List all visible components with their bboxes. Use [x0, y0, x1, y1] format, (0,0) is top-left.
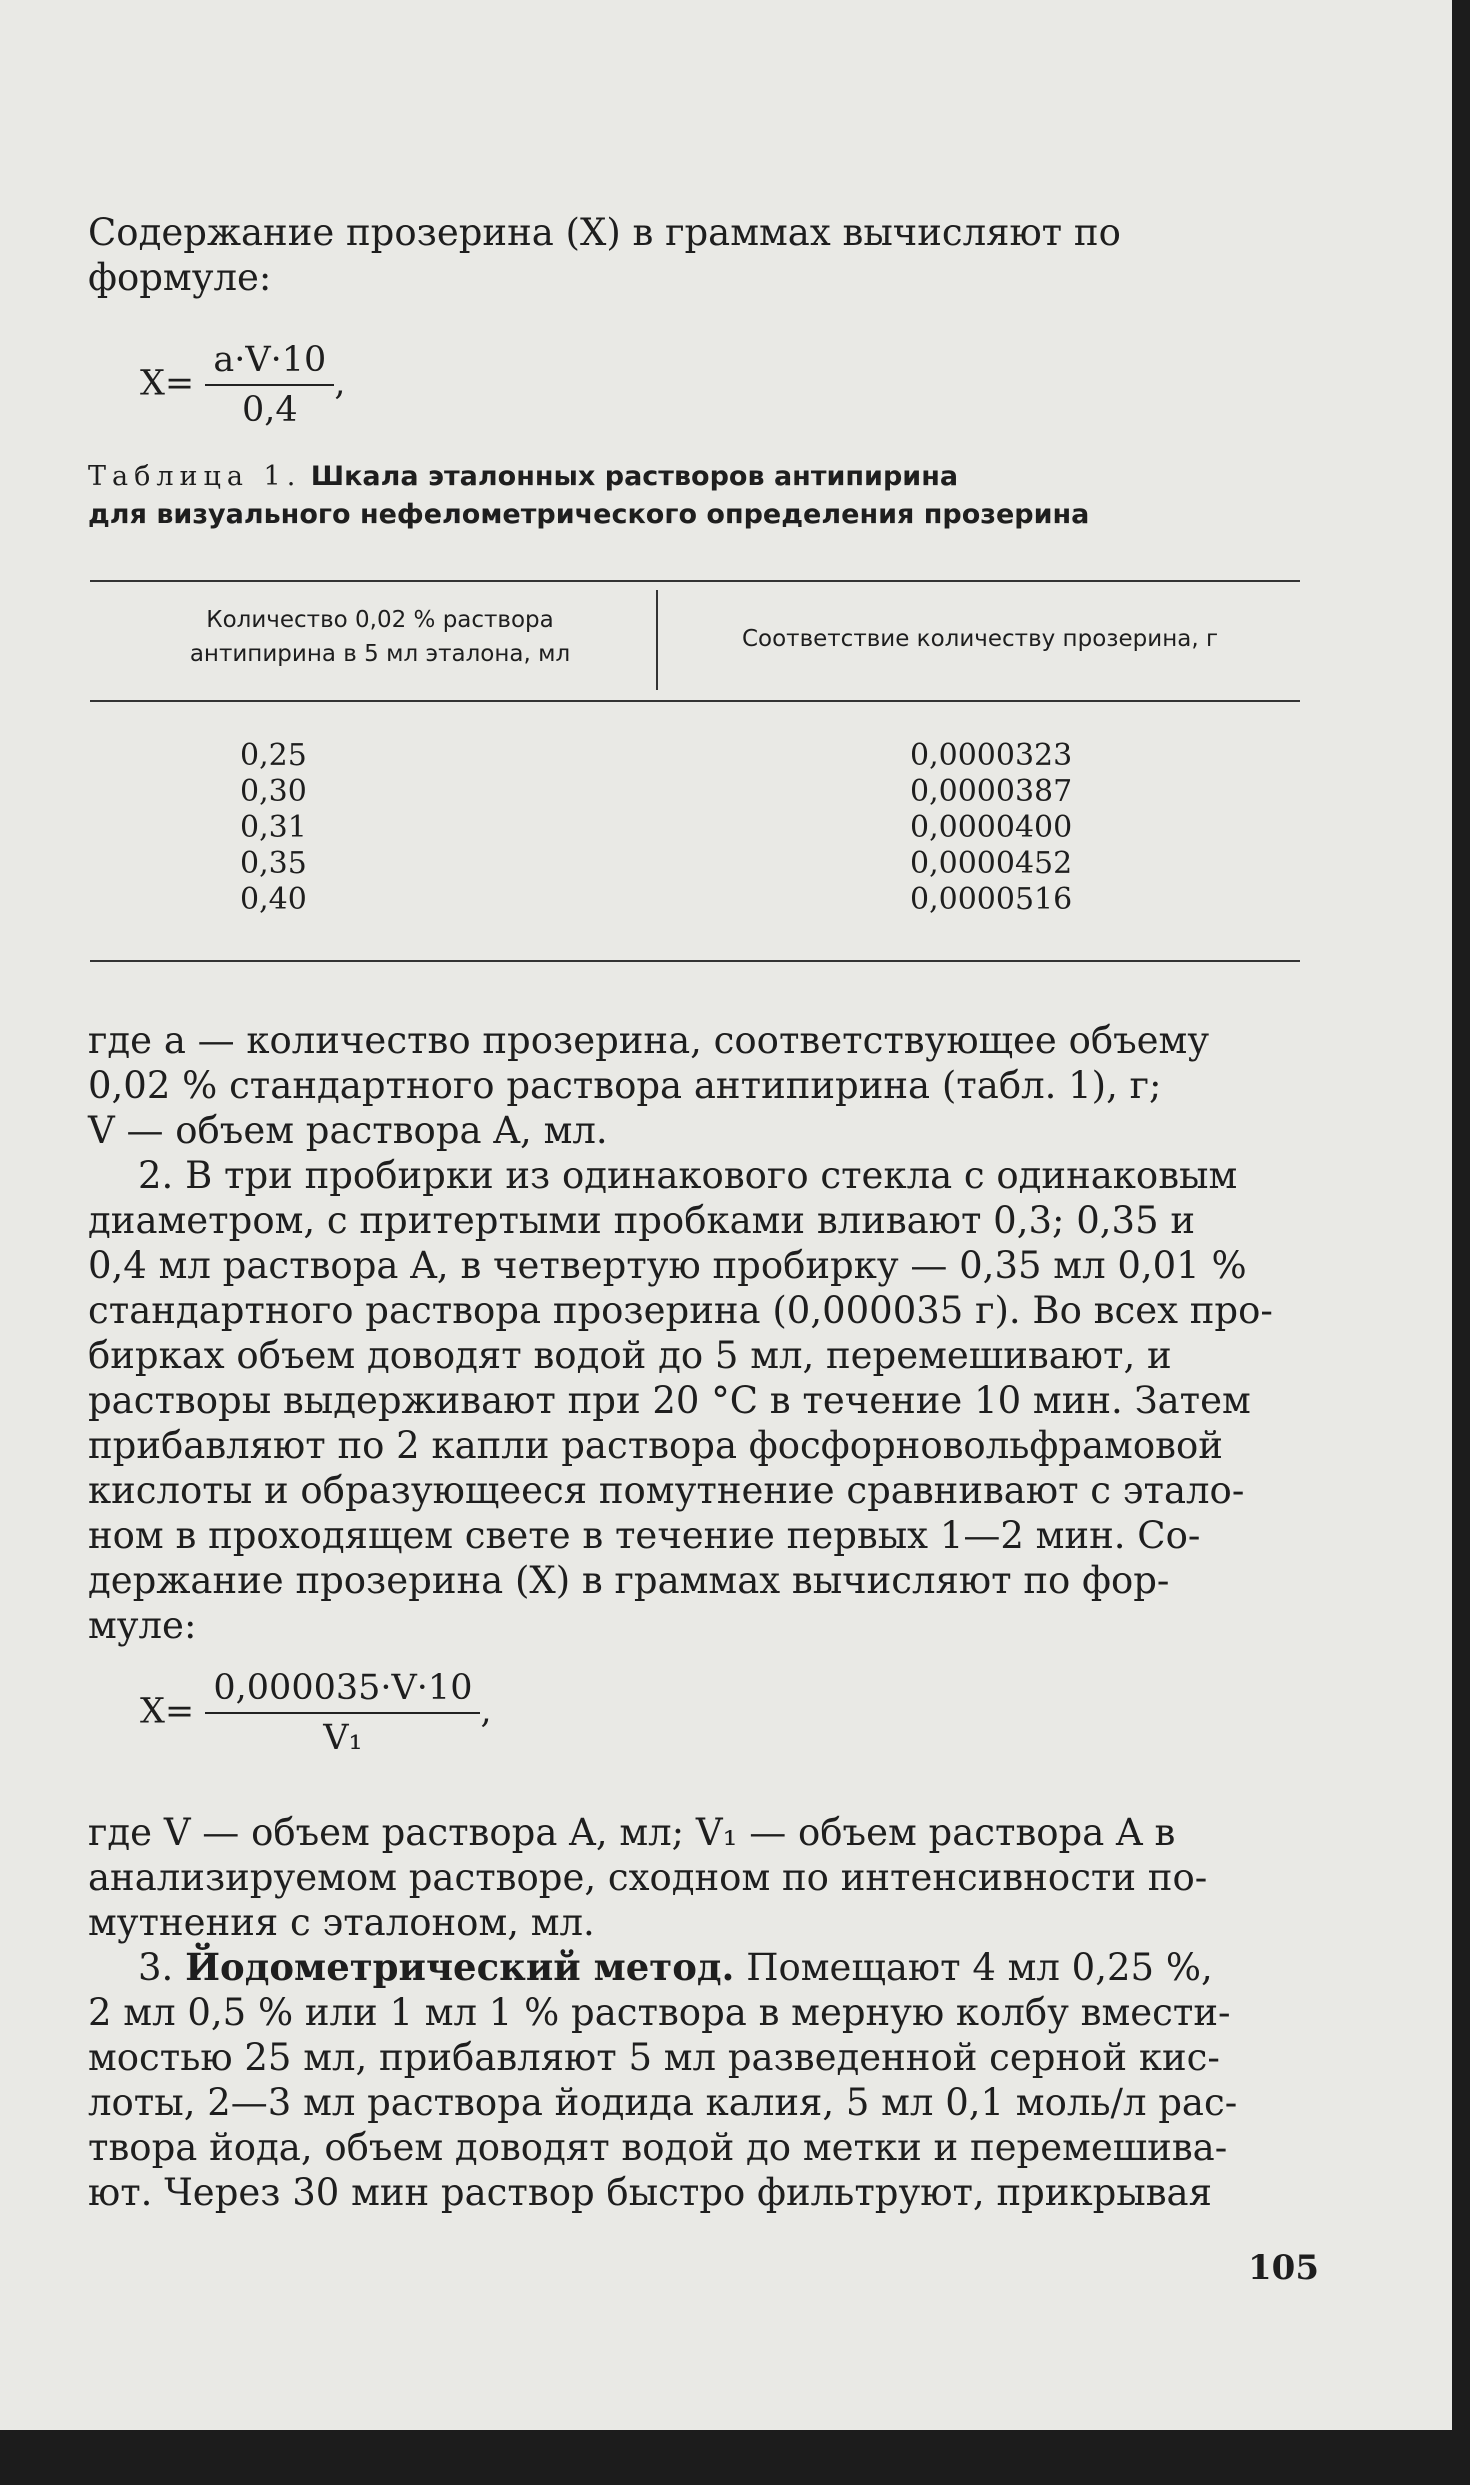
formula-lhs: X=: [140, 1691, 195, 1732]
text-line: анализируемом растворе, сходном по интенсивности по-: [88, 1856, 1208, 1899]
para3-lead: 3.: [138, 1946, 174, 1989]
table-col2-values: [910, 738, 1072, 918]
table-header-col2: Соответствие количеству прозерина, г: [741, 626, 1219, 652]
table-caption-title-cont: для визуального нефелометрического определения прозерина: [88, 499, 1090, 530]
text-line: прибавляют по 2 капли раствора фосфорновольфрамовой: [88, 1424, 1223, 1467]
formula-numerator: 0,000035·V·10: [205, 1668, 480, 1714]
table-header-col1-line1: Количество 0,02 % раствора: [206, 607, 554, 633]
table-bottom-rule: [90, 960, 1300, 962]
formula-fraction: [205, 340, 334, 430]
text-line: твора йода, объем доводят водой до метки и перемешива-: [88, 2126, 1228, 2169]
table-cell: 0,35: [240, 846, 307, 881]
text-line: 0,02 % стандартного раствора антипирина (табл. 1), г;: [88, 1064, 1162, 1107]
table-header-col1-line2: антипирина в 5 мл эталона, мл: [189, 641, 571, 667]
text-line: [88, 1945, 1308, 1990]
body-text-block: [88, 1018, 1308, 1648]
para3-heading: Йодометрический метод.: [185, 1945, 735, 1989]
text-line: ном в проходящем свете в течение первых 1—2 мин. Со-: [88, 1514, 1201, 1557]
formula-lhs: X=: [140, 363, 195, 404]
text-line: 2. В три пробирки из одинакового стекла с одинаковым: [138, 1154, 1238, 1197]
text-line: держание прозерина (X) в граммах вычисляют по фор-: [88, 1559, 1170, 1602]
text-line: мутнения с эталоном, мл.: [88, 1901, 595, 1944]
table-cell: 0,0000516: [910, 882, 1073, 917]
text-line: кислоты и образующееся помутнение сравнивают с этало-: [88, 1469, 1245, 1512]
text-line: V — объем раствора A, мл.: [88, 1109, 608, 1152]
table-cell: 0,31: [240, 810, 307, 845]
page-number: 105: [1248, 2248, 1319, 2288]
para3-lead-rest: Помещают 4 мл 0,25 %,: [746, 1946, 1213, 1989]
formula-denominator: 0,4: [242, 390, 298, 430]
text-line: мостью 25 мл, прибавляют 5 мл разведенной серной кис-: [88, 2036, 1220, 2079]
formula-1: [140, 340, 345, 430]
table-column-divider: [656, 590, 658, 690]
text-line: стандартного раствора прозерина (0,000035 г). Во всех про-: [88, 1289, 1273, 1332]
table-cell: 0,25: [240, 738, 307, 773]
table-header-col1: [120, 603, 640, 671]
text-line: муле:: [88, 1604, 197, 1647]
table-caption-title: Шкала эталонных растворов антипирина: [310, 461, 959, 492]
table-caption: [88, 458, 1308, 534]
formula-denominator: V₁: [323, 1718, 363, 1758]
text-line: 0,4 мл раствора A, в четвертую пробирку — 0,35 мл 0,01 %: [88, 1244, 1247, 1287]
formula-numerator: a·V·10: [205, 340, 334, 386]
table-cell: 0,40: [240, 882, 307, 917]
text-line: Содержание прозерина (X) в граммах вычисляют по: [88, 211, 1121, 254]
text-line: где V — объем раствора A, мл; V₁ — объем раствора A в: [88, 1811, 1176, 1854]
table-caption-label: Таблица 1.: [88, 461, 302, 492]
body-text-block-2: [88, 1810, 1308, 2215]
table-header-rule: [90, 700, 1300, 702]
table-cell: 0,0000387: [910, 774, 1073, 809]
table-top-rule: [90, 580, 1300, 582]
text-line: ют. Через 30 мин раствор быстро фильтруют, прикрывая: [88, 2171, 1212, 2214]
text-line: диаметром, с притертыми пробками вливают 0,3; 0,35 и: [88, 1199, 1196, 1242]
formula-tail: ,: [334, 363, 346, 404]
formula-fraction: [205, 1668, 480, 1758]
text-line: формуле:: [88, 256, 272, 299]
text-line: где a — количество прозерина, соответствующее объему: [88, 1019, 1210, 1062]
text-line: растворы выдерживают при 20 °C в течение 10 мин. Затем: [88, 1379, 1251, 1422]
text-line: 2 мл 0,5 % или 1 мл 1 % раствора в мерную колбу вмести-: [88, 1991, 1231, 2034]
intro-paragraph: [88, 210, 1308, 300]
table-cell: 0,30: [240, 774, 307, 809]
table-cell: 0,0000323: [910, 738, 1073, 773]
table-col1-values: [240, 738, 307, 918]
formula-2: [140, 1668, 492, 1758]
formula-tail: ,: [480, 1691, 492, 1732]
table-cell: 0,0000452: [910, 846, 1073, 881]
table-cell: 0,0000400: [910, 810, 1073, 845]
text-line: бирках объем доводят водой до 5 мл, перемешивают, и: [88, 1334, 1172, 1377]
text-line: лоты, 2—3 мл раствора йодида калия, 5 мл 0,1 моль/л рас-: [88, 2081, 1238, 2124]
